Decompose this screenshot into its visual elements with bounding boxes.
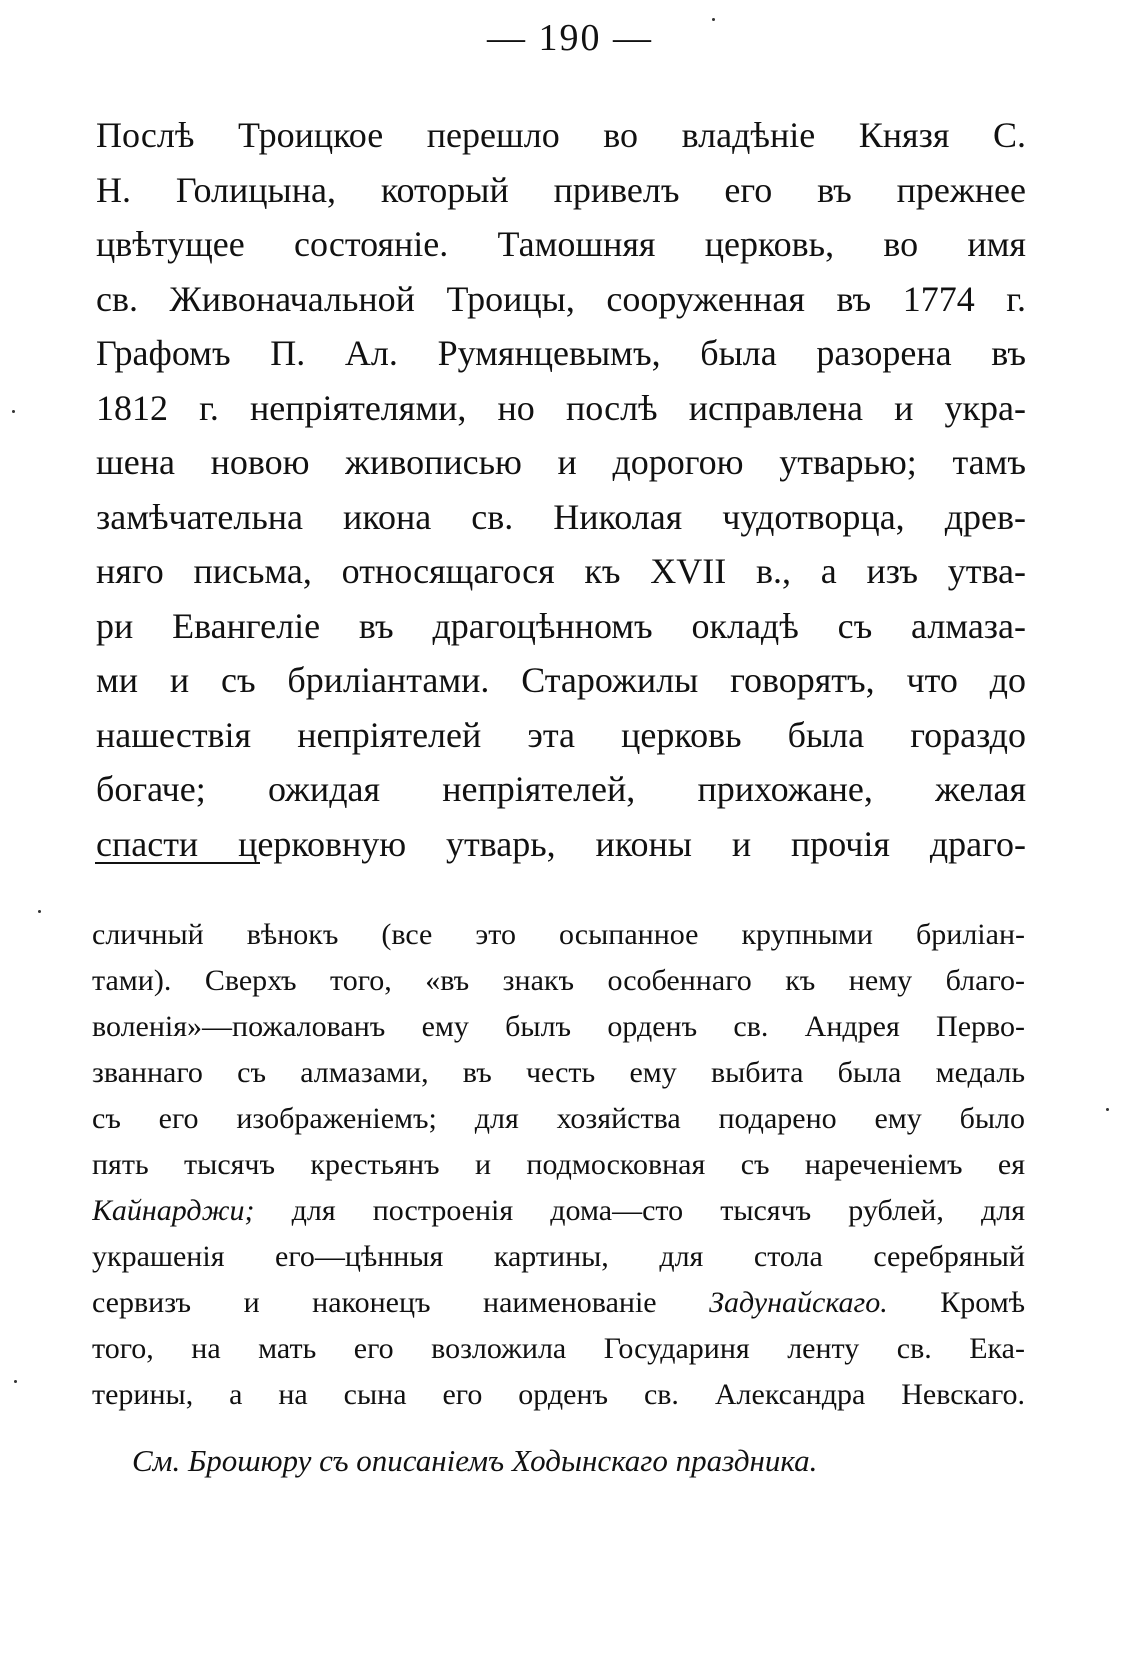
text-line: св. Живоначальной Троицы, сооруженная въ 1774 г. <box>96 278 1026 319</box>
footnote-line <box>92 1280 1025 1326</box>
page-number: — 190 — <box>487 17 653 59</box>
text-line: Послѣ Троицкое перешло во владѣніе Князя С. <box>96 115 1026 155</box>
footnote-line: терины, а на сына его орденъ св. Александра Невскаго. <box>92 1378 1025 1411</box>
text-line: ри Евангеліе въ драгоцѣнномъ окладѣ съ алмаза- <box>96 605 1026 646</box>
text-line: Н. Голицына, который привелъ его въ прежнее <box>96 169 1026 210</box>
footnote-line: украшенія его—цѣнныя картины, для стола серебряный <box>92 1240 1025 1273</box>
footnote-line: воленія»—пожалованъ ему былъ орденъ св. Андрея Перво- <box>92 1010 1025 1043</box>
print-speck <box>38 910 41 913</box>
text-line: замѣчательна икона св. Николая чудотворца, древ- <box>96 496 1026 537</box>
footnote-line-rest: для построенія дома—сто тысячъ рублей, для <box>254 1194 1025 1227</box>
footnote-line: сличный вѣнокъ (все это осыпанное крупными бриліан- <box>92 918 1025 951</box>
print-speck <box>12 410 15 413</box>
footnote-line: съ его изображеніемъ; для хозяйства подарено ему было <box>92 1102 1025 1135</box>
citation-line: См. Брошюру съ описаніемъ Ходынскаго праздника. <box>132 1443 818 1478</box>
text-line: ми и съ бриліантами. Старожилы говорятъ, что до <box>96 660 1026 700</box>
print-speck <box>14 1380 17 1383</box>
text-line: няго письма, относящагося къ XVII в., а изъ утва- <box>96 551 1026 591</box>
footnote-separator <box>95 862 260 864</box>
print-speck <box>712 18 715 21</box>
footnote-line: званнаго съ алмазами, въ честь ему выбита была медаль <box>92 1056 1025 1089</box>
footnote-block <box>92 912 1025 1418</box>
footnote-line: пять тысячъ крестьянъ и подмосковная съ нареченіемъ ея <box>92 1148 1025 1181</box>
text-line: Графомъ П. Ал. Румянцевымъ, была разорена въ <box>96 333 1026 373</box>
print-speck <box>1106 1108 1109 1111</box>
text-line: шена новою живописью и дорогою утварью; тамъ <box>96 442 1026 482</box>
footnote-line-end: Кромѣ <box>887 1286 1025 1319</box>
title-italic: Задунайскаго. <box>709 1286 888 1319</box>
text-line: 1812 г. непріятелями, но послѣ исправлена и укра- <box>96 387 1026 428</box>
place-name-italic: Кайнарджи; <box>92 1194 255 1227</box>
text-line: спасти церковную утварь, иконы и прочія драго- <box>96 823 1026 864</box>
text-line: цвѣтущее состояніе. Тамошняя церковь, во имя <box>96 224 1026 264</box>
text-line: богаче; ожидая непріятелей, прихожане, желая <box>96 769 1026 809</box>
main-text-block <box>96 108 1026 871</box>
text-line: нашествія непріятелей эта церковь была гораздо <box>96 714 1026 755</box>
footnote-line <box>92 1188 1025 1234</box>
footnote-line: тами). Сверхъ того, «въ знакъ особеннаго къ нему благо- <box>92 964 1025 997</box>
footnote-line: того, на мать его возложила Государиня ленту св. Ека- <box>92 1332 1025 1365</box>
footnote-line-start: сервизъ и наконецъ наименованіе <box>92 1286 710 1319</box>
